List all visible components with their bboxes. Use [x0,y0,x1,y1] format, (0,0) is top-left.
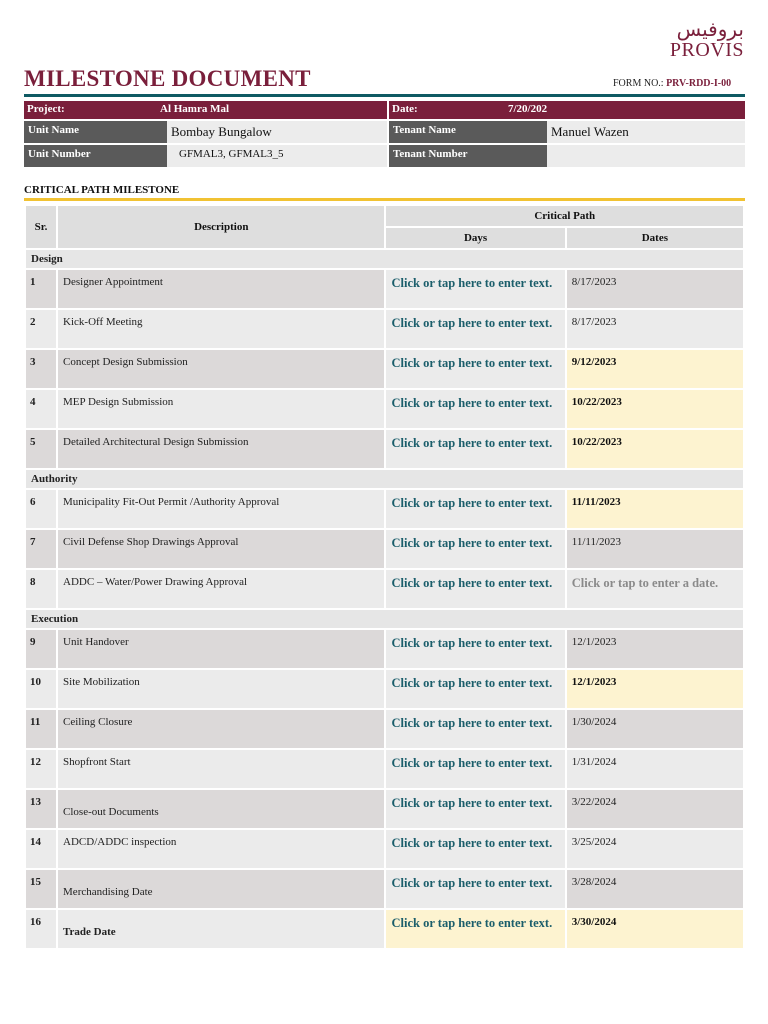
days-input[interactable]: Click or tap here to enter text. [386,710,564,748]
row-number: 2 [26,310,56,348]
date-field[interactable]: 3/28/2024 [567,870,743,908]
table-row [26,490,743,528]
row-description: Trade Date [58,910,384,948]
days-input[interactable]: Click or tap here to enter text. [386,670,564,708]
table-row [26,390,743,428]
row-description: Kick-Off Meeting [58,310,384,348]
row-number: 4 [26,390,56,428]
tenant-name-label: Tenant Name [389,121,547,143]
days-input[interactable]: Click or tap here to enter text. [386,910,564,948]
table-row [26,530,743,568]
days-input[interactable]: Click or tap here to enter text. [386,490,564,528]
row-description: Concept Design Submission [58,350,384,388]
form-number [613,78,731,89]
table-row [26,750,743,788]
row-number: 3 [26,350,56,388]
milestone-table [24,204,745,950]
row-number: 10 [26,670,56,708]
date-field[interactable]: 12/1/2023 [567,630,743,668]
unit-name-field[interactable]: Bombay Bungalow [167,121,387,143]
group-row-execution [26,610,743,628]
col-header-description: Description [58,206,384,248]
days-input[interactable]: Click or tap here to enter text. [386,870,564,908]
table-row [26,670,743,708]
logo-arabic-text: بروفيس [676,17,744,41]
row-description: Designer Appointment [58,270,384,308]
date-value[interactable]: 7/20/202 [508,103,548,115]
row-description: Site Mobilization [58,670,384,708]
row-description: MEP Design Submission [58,390,384,428]
table-row [26,310,743,348]
table-row [26,710,743,748]
date-field[interactable]: 10/22/2023 [567,390,743,428]
row-description: Unit Handover [58,630,384,668]
row-number: 8 [26,570,56,608]
date-field[interactable]: 1/30/2024 [567,710,743,748]
table-row [26,910,743,948]
row-description: Shopfront Start [58,750,384,788]
col-header-days: Days [386,228,564,248]
form-number-value: PRV-RDD-I-00 [666,78,732,89]
date-label: Date: [392,103,418,115]
days-input[interactable]: Click or tap here to enter text. [386,430,564,468]
unit-number-label: Unit Number [24,145,167,167]
days-input[interactable]: Click or tap here to enter text. [386,750,564,788]
date-field[interactable]: 11/11/2023 [567,530,743,568]
date-picker-placeholder[interactable]: Click or tap to enter a date. [567,570,743,608]
days-input[interactable]: Click or tap here to enter text. [386,630,564,668]
title-divider [24,94,745,97]
date-field[interactable]: 3/22/2024 [567,790,743,828]
unit-number-field[interactable]: GFMAL3, GFMAL3_5 [167,145,387,167]
row-number: 7 [26,530,56,568]
row-number: 15 [26,870,56,908]
group-label-authority: Authority [26,470,743,488]
row-description: ADCD/ADDC inspection [58,830,384,868]
row-number: 14 [26,830,56,868]
row-description: Civil Defense Shop Drawings Approval [58,530,384,568]
page-title: MILESTONE DOCUMENT [24,66,311,91]
row-number: 5 [26,430,56,468]
col-header-dates: Dates [567,228,743,248]
days-input[interactable]: Click or tap here to enter text. [386,570,564,608]
row-number: 1 [26,270,56,308]
group-row-authority [26,470,743,488]
table-row [26,790,743,828]
date-field[interactable]: 9/12/2023 [567,350,743,388]
date-field[interactable]: 12/1/2023 [567,670,743,708]
row-description: Close-out Documents [58,790,384,828]
days-input[interactable]: Click or tap here to enter text. [386,310,564,348]
form-number-label: FORM NO.: [613,78,664,89]
tenant-name-field[interactable]: Manuel Wazen [547,121,745,143]
section-title: CRITICAL PATH MILESTONE [24,184,180,196]
table-row [26,830,743,868]
unit-name-label: Unit Name [24,121,167,143]
unit-number-row [24,145,745,167]
days-input[interactable]: Click or tap here to enter text. [386,390,564,428]
row-number: 12 [26,750,56,788]
section-divider [24,198,745,201]
group-label-execution: Execution [26,610,743,628]
date-field[interactable]: 3/30/2024 [567,910,743,948]
row-description: Municipality Fit-Out Permit /Authority Approval [58,490,384,528]
table-row [26,350,743,388]
days-input[interactable]: Click or tap here to enter text. [386,830,564,868]
row-description: Ceiling Closure [58,710,384,748]
date-field[interactable]: 1/31/2024 [567,750,743,788]
date-field[interactable]: 10/22/2023 [567,430,743,468]
row-description: ADDC – Water/Power Drawing Approval [58,570,384,608]
row-number: 13 [26,790,56,828]
date-field[interactable]: 3/25/2024 [567,830,743,868]
tenant-number-field[interactable] [547,145,745,167]
date-field[interactable]: 8/17/2023 [567,270,743,308]
group-label-design: Design [26,250,743,268]
row-number: 16 [26,910,56,948]
date-field[interactable]: 8/17/2023 [567,310,743,348]
date-field[interactable]: 11/11/2023 [567,490,743,528]
table-row [26,870,743,908]
table-row [26,430,743,468]
table-row [26,570,743,608]
col-header-sr: Sr. [26,206,56,248]
tenant-number-label: Tenant Number [389,145,547,167]
days-input[interactable]: Click or tap here to enter text. [386,270,564,308]
days-input[interactable]: Click or tap here to enter text. [386,530,564,568]
table-row [26,270,743,308]
project-row [24,101,745,119]
provis-logo [654,18,744,60]
row-number: 9 [26,630,56,668]
unit-name-row [24,121,745,143]
col-header-critical-path: Critical Path [386,206,743,226]
row-description: Detailed Architectural Design Submission [58,430,384,468]
project-info-table [24,101,745,169]
days-input[interactable]: Click or tap here to enter text. [386,350,564,388]
row-number: 6 [26,490,56,528]
table-row [26,630,743,668]
logo-english-text: PROVIS [669,39,744,61]
group-row-design [26,250,743,268]
row-number: 11 [26,710,56,748]
project-value[interactable]: Al Hamra Mal [160,103,230,115]
project-label: Project: [27,103,65,115]
row-description: Merchandising Date [58,870,384,908]
days-input[interactable]: Click or tap here to enter text. [386,790,564,828]
